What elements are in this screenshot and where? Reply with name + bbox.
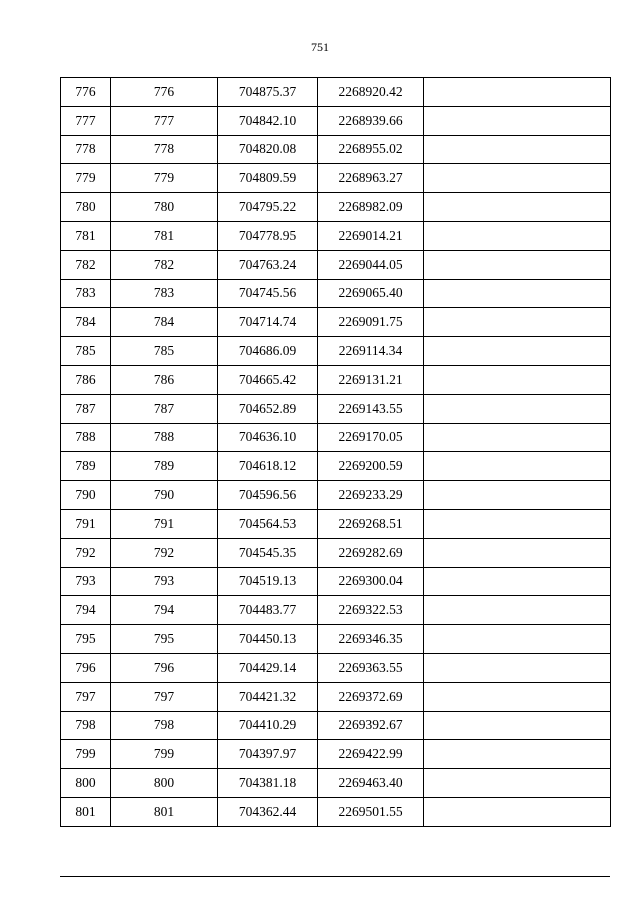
note-cell bbox=[424, 423, 611, 452]
point-number-cell: 787 bbox=[61, 394, 111, 423]
point-id-cell: 789 bbox=[111, 452, 218, 481]
y-coordinate-cell: 2269501.55 bbox=[318, 797, 424, 826]
table-row bbox=[61, 394, 611, 423]
point-id-cell: 788 bbox=[111, 423, 218, 452]
note-cell bbox=[424, 481, 611, 510]
coordinates-table bbox=[60, 77, 611, 827]
page-number: 751 bbox=[311, 40, 329, 54]
y-coordinate-cell: 2269044.05 bbox=[318, 250, 424, 279]
y-coordinate-cell: 2269131.21 bbox=[318, 365, 424, 394]
table-row bbox=[61, 653, 611, 682]
x-coordinate-cell: 704545.35 bbox=[218, 538, 318, 567]
y-coordinate-cell: 2269300.04 bbox=[318, 567, 424, 596]
x-coordinate-cell: 704421.32 bbox=[218, 682, 318, 711]
y-coordinate-cell: 2269170.05 bbox=[318, 423, 424, 452]
point-id-cell: 780 bbox=[111, 193, 218, 222]
point-id-cell: 787 bbox=[111, 394, 218, 423]
note-cell bbox=[424, 769, 611, 798]
y-coordinate-cell: 2269372.69 bbox=[318, 682, 424, 711]
note-cell bbox=[424, 308, 611, 337]
point-id-cell: 782 bbox=[111, 250, 218, 279]
point-number-cell: 779 bbox=[61, 164, 111, 193]
table-row bbox=[61, 106, 611, 135]
point-id-cell: 777 bbox=[111, 106, 218, 135]
point-number-cell: 784 bbox=[61, 308, 111, 337]
point-id-cell: 776 bbox=[111, 78, 218, 107]
y-coordinate-cell: 2269200.59 bbox=[318, 452, 424, 481]
point-number-cell: 789 bbox=[61, 452, 111, 481]
x-coordinate-cell: 704820.08 bbox=[218, 135, 318, 164]
table-row bbox=[61, 481, 611, 510]
point-number-cell: 780 bbox=[61, 193, 111, 222]
y-coordinate-cell: 2269322.53 bbox=[318, 596, 424, 625]
point-id-cell: 785 bbox=[111, 337, 218, 366]
table-row bbox=[61, 625, 611, 654]
point-number-cell: 783 bbox=[61, 279, 111, 308]
y-coordinate-cell: 2269363.55 bbox=[318, 653, 424, 682]
table-row bbox=[61, 308, 611, 337]
x-coordinate-cell: 704686.09 bbox=[218, 337, 318, 366]
point-id-cell: 791 bbox=[111, 509, 218, 538]
table-row bbox=[61, 711, 611, 740]
note-cell bbox=[424, 365, 611, 394]
point-id-cell: 796 bbox=[111, 653, 218, 682]
y-coordinate-cell: 2269282.69 bbox=[318, 538, 424, 567]
y-coordinate-cell: 2269091.75 bbox=[318, 308, 424, 337]
point-number-cell: 782 bbox=[61, 250, 111, 279]
point-number-cell: 800 bbox=[61, 769, 111, 798]
x-coordinate-cell: 704652.89 bbox=[218, 394, 318, 423]
note-cell bbox=[424, 221, 611, 250]
note-cell bbox=[424, 740, 611, 769]
x-coordinate-cell: 704362.44 bbox=[218, 797, 318, 826]
note-cell bbox=[424, 509, 611, 538]
point-id-cell: 790 bbox=[111, 481, 218, 510]
note-cell bbox=[424, 164, 611, 193]
y-coordinate-cell: 2269463.40 bbox=[318, 769, 424, 798]
x-coordinate-cell: 704745.56 bbox=[218, 279, 318, 308]
table-row bbox=[61, 538, 611, 567]
x-coordinate-cell: 704596.56 bbox=[218, 481, 318, 510]
note-cell bbox=[424, 193, 611, 222]
point-id-cell: 794 bbox=[111, 596, 218, 625]
x-coordinate-cell: 704397.97 bbox=[218, 740, 318, 769]
x-coordinate-cell: 704875.37 bbox=[218, 78, 318, 107]
x-coordinate-cell: 704450.13 bbox=[218, 625, 318, 654]
point-id-cell: 799 bbox=[111, 740, 218, 769]
table-row bbox=[61, 452, 611, 481]
x-coordinate-cell: 704778.95 bbox=[218, 221, 318, 250]
table-row bbox=[61, 682, 611, 711]
point-number-cell: 790 bbox=[61, 481, 111, 510]
note-cell bbox=[424, 250, 611, 279]
point-id-cell: 801 bbox=[111, 797, 218, 826]
point-number-cell: 776 bbox=[61, 78, 111, 107]
note-cell bbox=[424, 78, 611, 107]
note-cell bbox=[424, 567, 611, 596]
x-coordinate-cell: 704795.22 bbox=[218, 193, 318, 222]
x-coordinate-cell: 704665.42 bbox=[218, 365, 318, 394]
y-coordinate-cell: 2269392.67 bbox=[318, 711, 424, 740]
point-number-cell: 788 bbox=[61, 423, 111, 452]
point-id-cell: 797 bbox=[111, 682, 218, 711]
x-coordinate-cell: 704429.14 bbox=[218, 653, 318, 682]
x-coordinate-cell: 704763.24 bbox=[218, 250, 318, 279]
y-coordinate-cell: 2269014.21 bbox=[318, 221, 424, 250]
x-coordinate-cell: 704381.18 bbox=[218, 769, 318, 798]
y-coordinate-cell: 2268963.27 bbox=[318, 164, 424, 193]
note-cell bbox=[424, 279, 611, 308]
x-coordinate-cell: 704519.13 bbox=[218, 567, 318, 596]
note-cell bbox=[424, 711, 611, 740]
point-id-cell: 786 bbox=[111, 365, 218, 394]
x-coordinate-cell: 704483.77 bbox=[218, 596, 318, 625]
table-row bbox=[61, 509, 611, 538]
point-number-cell: 777 bbox=[61, 106, 111, 135]
y-coordinate-cell: 2269346.35 bbox=[318, 625, 424, 654]
table-row bbox=[61, 250, 611, 279]
note-cell bbox=[424, 653, 611, 682]
point-number-cell: 796 bbox=[61, 653, 111, 682]
note-cell bbox=[424, 394, 611, 423]
x-coordinate-cell: 704842.10 bbox=[218, 106, 318, 135]
point-number-cell: 781 bbox=[61, 221, 111, 250]
note-cell bbox=[424, 135, 611, 164]
x-coordinate-cell: 704809.59 bbox=[218, 164, 318, 193]
point-id-cell: 792 bbox=[111, 538, 218, 567]
y-coordinate-cell: 2269233.29 bbox=[318, 481, 424, 510]
point-number-cell: 778 bbox=[61, 135, 111, 164]
coordinates-table-body bbox=[61, 78, 611, 827]
y-coordinate-cell: 2268955.02 bbox=[318, 135, 424, 164]
note-cell bbox=[424, 682, 611, 711]
footer-rule bbox=[60, 876, 610, 877]
x-coordinate-cell: 704410.29 bbox=[218, 711, 318, 740]
note-cell bbox=[424, 106, 611, 135]
y-coordinate-cell: 2269268.51 bbox=[318, 509, 424, 538]
x-coordinate-cell: 704618.12 bbox=[218, 452, 318, 481]
table-row bbox=[61, 769, 611, 798]
y-coordinate-cell: 2269065.40 bbox=[318, 279, 424, 308]
point-number-cell: 793 bbox=[61, 567, 111, 596]
point-id-cell: 800 bbox=[111, 769, 218, 798]
table-row bbox=[61, 135, 611, 164]
point-number-cell: 795 bbox=[61, 625, 111, 654]
point-number-cell: 791 bbox=[61, 509, 111, 538]
point-number-cell: 785 bbox=[61, 337, 111, 366]
x-coordinate-cell: 704636.10 bbox=[218, 423, 318, 452]
table-row bbox=[61, 78, 611, 107]
table-row bbox=[61, 740, 611, 769]
point-id-cell: 784 bbox=[111, 308, 218, 337]
table-row bbox=[61, 596, 611, 625]
point-id-cell: 793 bbox=[111, 567, 218, 596]
y-coordinate-cell: 2269422.99 bbox=[318, 740, 424, 769]
table-row bbox=[61, 193, 611, 222]
point-id-cell: 783 bbox=[111, 279, 218, 308]
table-row bbox=[61, 164, 611, 193]
point-id-cell: 781 bbox=[111, 221, 218, 250]
table-row bbox=[61, 279, 611, 308]
x-coordinate-cell: 704714.74 bbox=[218, 308, 318, 337]
point-number-cell: 799 bbox=[61, 740, 111, 769]
table-row bbox=[61, 797, 611, 826]
point-id-cell: 795 bbox=[111, 625, 218, 654]
note-cell bbox=[424, 452, 611, 481]
y-coordinate-cell: 2268920.42 bbox=[318, 78, 424, 107]
x-coordinate-cell: 704564.53 bbox=[218, 509, 318, 538]
table-row bbox=[61, 567, 611, 596]
note-cell bbox=[424, 625, 611, 654]
point-id-cell: 778 bbox=[111, 135, 218, 164]
y-coordinate-cell: 2268939.66 bbox=[318, 106, 424, 135]
y-coordinate-cell: 2269114.34 bbox=[318, 337, 424, 366]
table-row bbox=[61, 423, 611, 452]
note-cell bbox=[424, 337, 611, 366]
point-number-cell: 797 bbox=[61, 682, 111, 711]
point-number-cell: 786 bbox=[61, 365, 111, 394]
point-number-cell: 801 bbox=[61, 797, 111, 826]
y-coordinate-cell: 2268982.09 bbox=[318, 193, 424, 222]
point-number-cell: 792 bbox=[61, 538, 111, 567]
note-cell bbox=[424, 538, 611, 567]
note-cell bbox=[424, 797, 611, 826]
table-row bbox=[61, 221, 611, 250]
y-coordinate-cell: 2269143.55 bbox=[318, 394, 424, 423]
point-number-cell: 794 bbox=[61, 596, 111, 625]
point-id-cell: 798 bbox=[111, 711, 218, 740]
table-row bbox=[61, 365, 611, 394]
table-row bbox=[61, 337, 611, 366]
point-id-cell: 779 bbox=[111, 164, 218, 193]
point-number-cell: 798 bbox=[61, 711, 111, 740]
note-cell bbox=[424, 596, 611, 625]
